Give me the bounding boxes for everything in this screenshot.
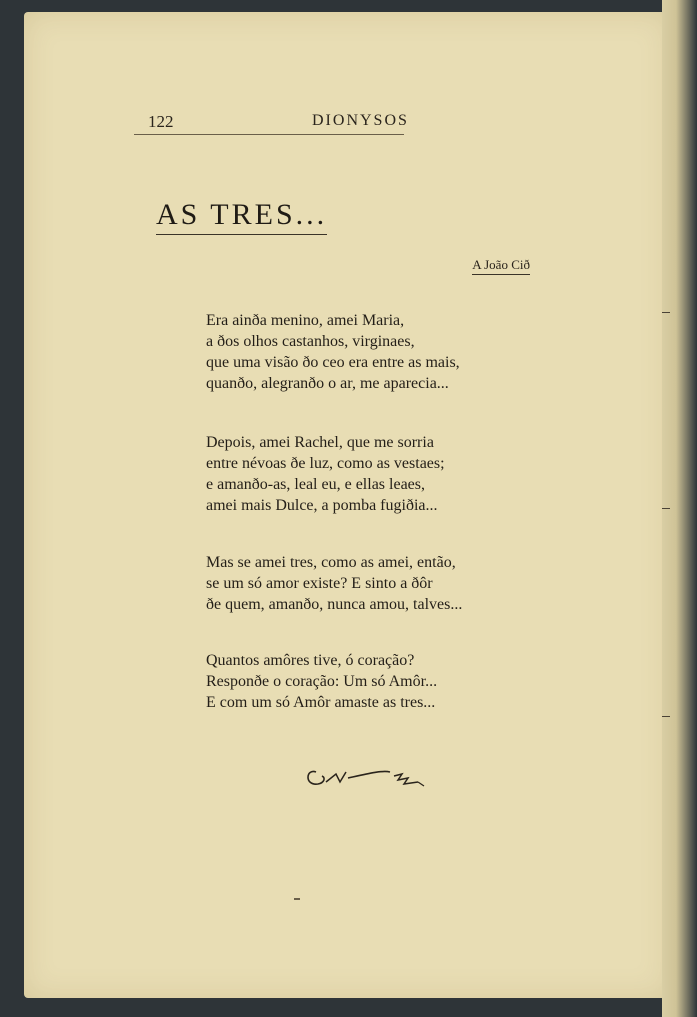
stanza-4 bbox=[206, 650, 437, 713]
edge-mark bbox=[662, 716, 670, 717]
stanza-3 bbox=[206, 552, 462, 615]
verse-line: Quantos amôres tive, ó coração? bbox=[206, 652, 415, 669]
page-number: 122 bbox=[148, 112, 174, 131]
verse-line: Depois, amei Rachel, que me sorria bbox=[206, 434, 434, 451]
running-title: DIONYSOS bbox=[312, 112, 409, 129]
poem-title: AS TRES... bbox=[156, 198, 327, 235]
poem-dedication: A João Cið bbox=[472, 257, 530, 275]
verse-line: Responðe o coração: Um só Amôr... bbox=[206, 673, 438, 690]
verse-line: Mas se amei tres, como as amei, então, bbox=[206, 554, 456, 571]
edge-mark bbox=[662, 508, 670, 509]
stanza-1 bbox=[206, 310, 460, 394]
book-page bbox=[24, 12, 670, 998]
verse-line: amei mais Dulce, a pomba fugiðia... bbox=[206, 497, 438, 514]
decorative-dash bbox=[294, 898, 300, 900]
edge-mark bbox=[662, 312, 670, 313]
stanza-2 bbox=[206, 432, 445, 516]
verse-line: quanðo, alegranðo o ar, me aparecia... bbox=[206, 375, 449, 392]
verse-line: que uma visão ðo ceo era entre as mais, bbox=[206, 354, 460, 371]
verse-line: e amanðo-as, leal eu, e ellas leaes, bbox=[206, 476, 425, 493]
verse-line: Era ainða menino, amei Maria, bbox=[206, 312, 405, 329]
verse-line: se um só amor existe? E sinto a ðôr bbox=[206, 575, 433, 592]
verse-line: a ðos olhos castanhos, virginaes, bbox=[206, 333, 415, 350]
verse-line: entre névoas ðe luz, como as vestaes; bbox=[206, 455, 445, 472]
verse-line: E com um só Amôr amaste as tres... bbox=[206, 694, 436, 711]
flourish-ornament-icon bbox=[286, 758, 436, 792]
page-header bbox=[134, 110, 409, 135]
verse-line: ðe quem, amanðo, nunca amou, talves... bbox=[206, 596, 463, 613]
